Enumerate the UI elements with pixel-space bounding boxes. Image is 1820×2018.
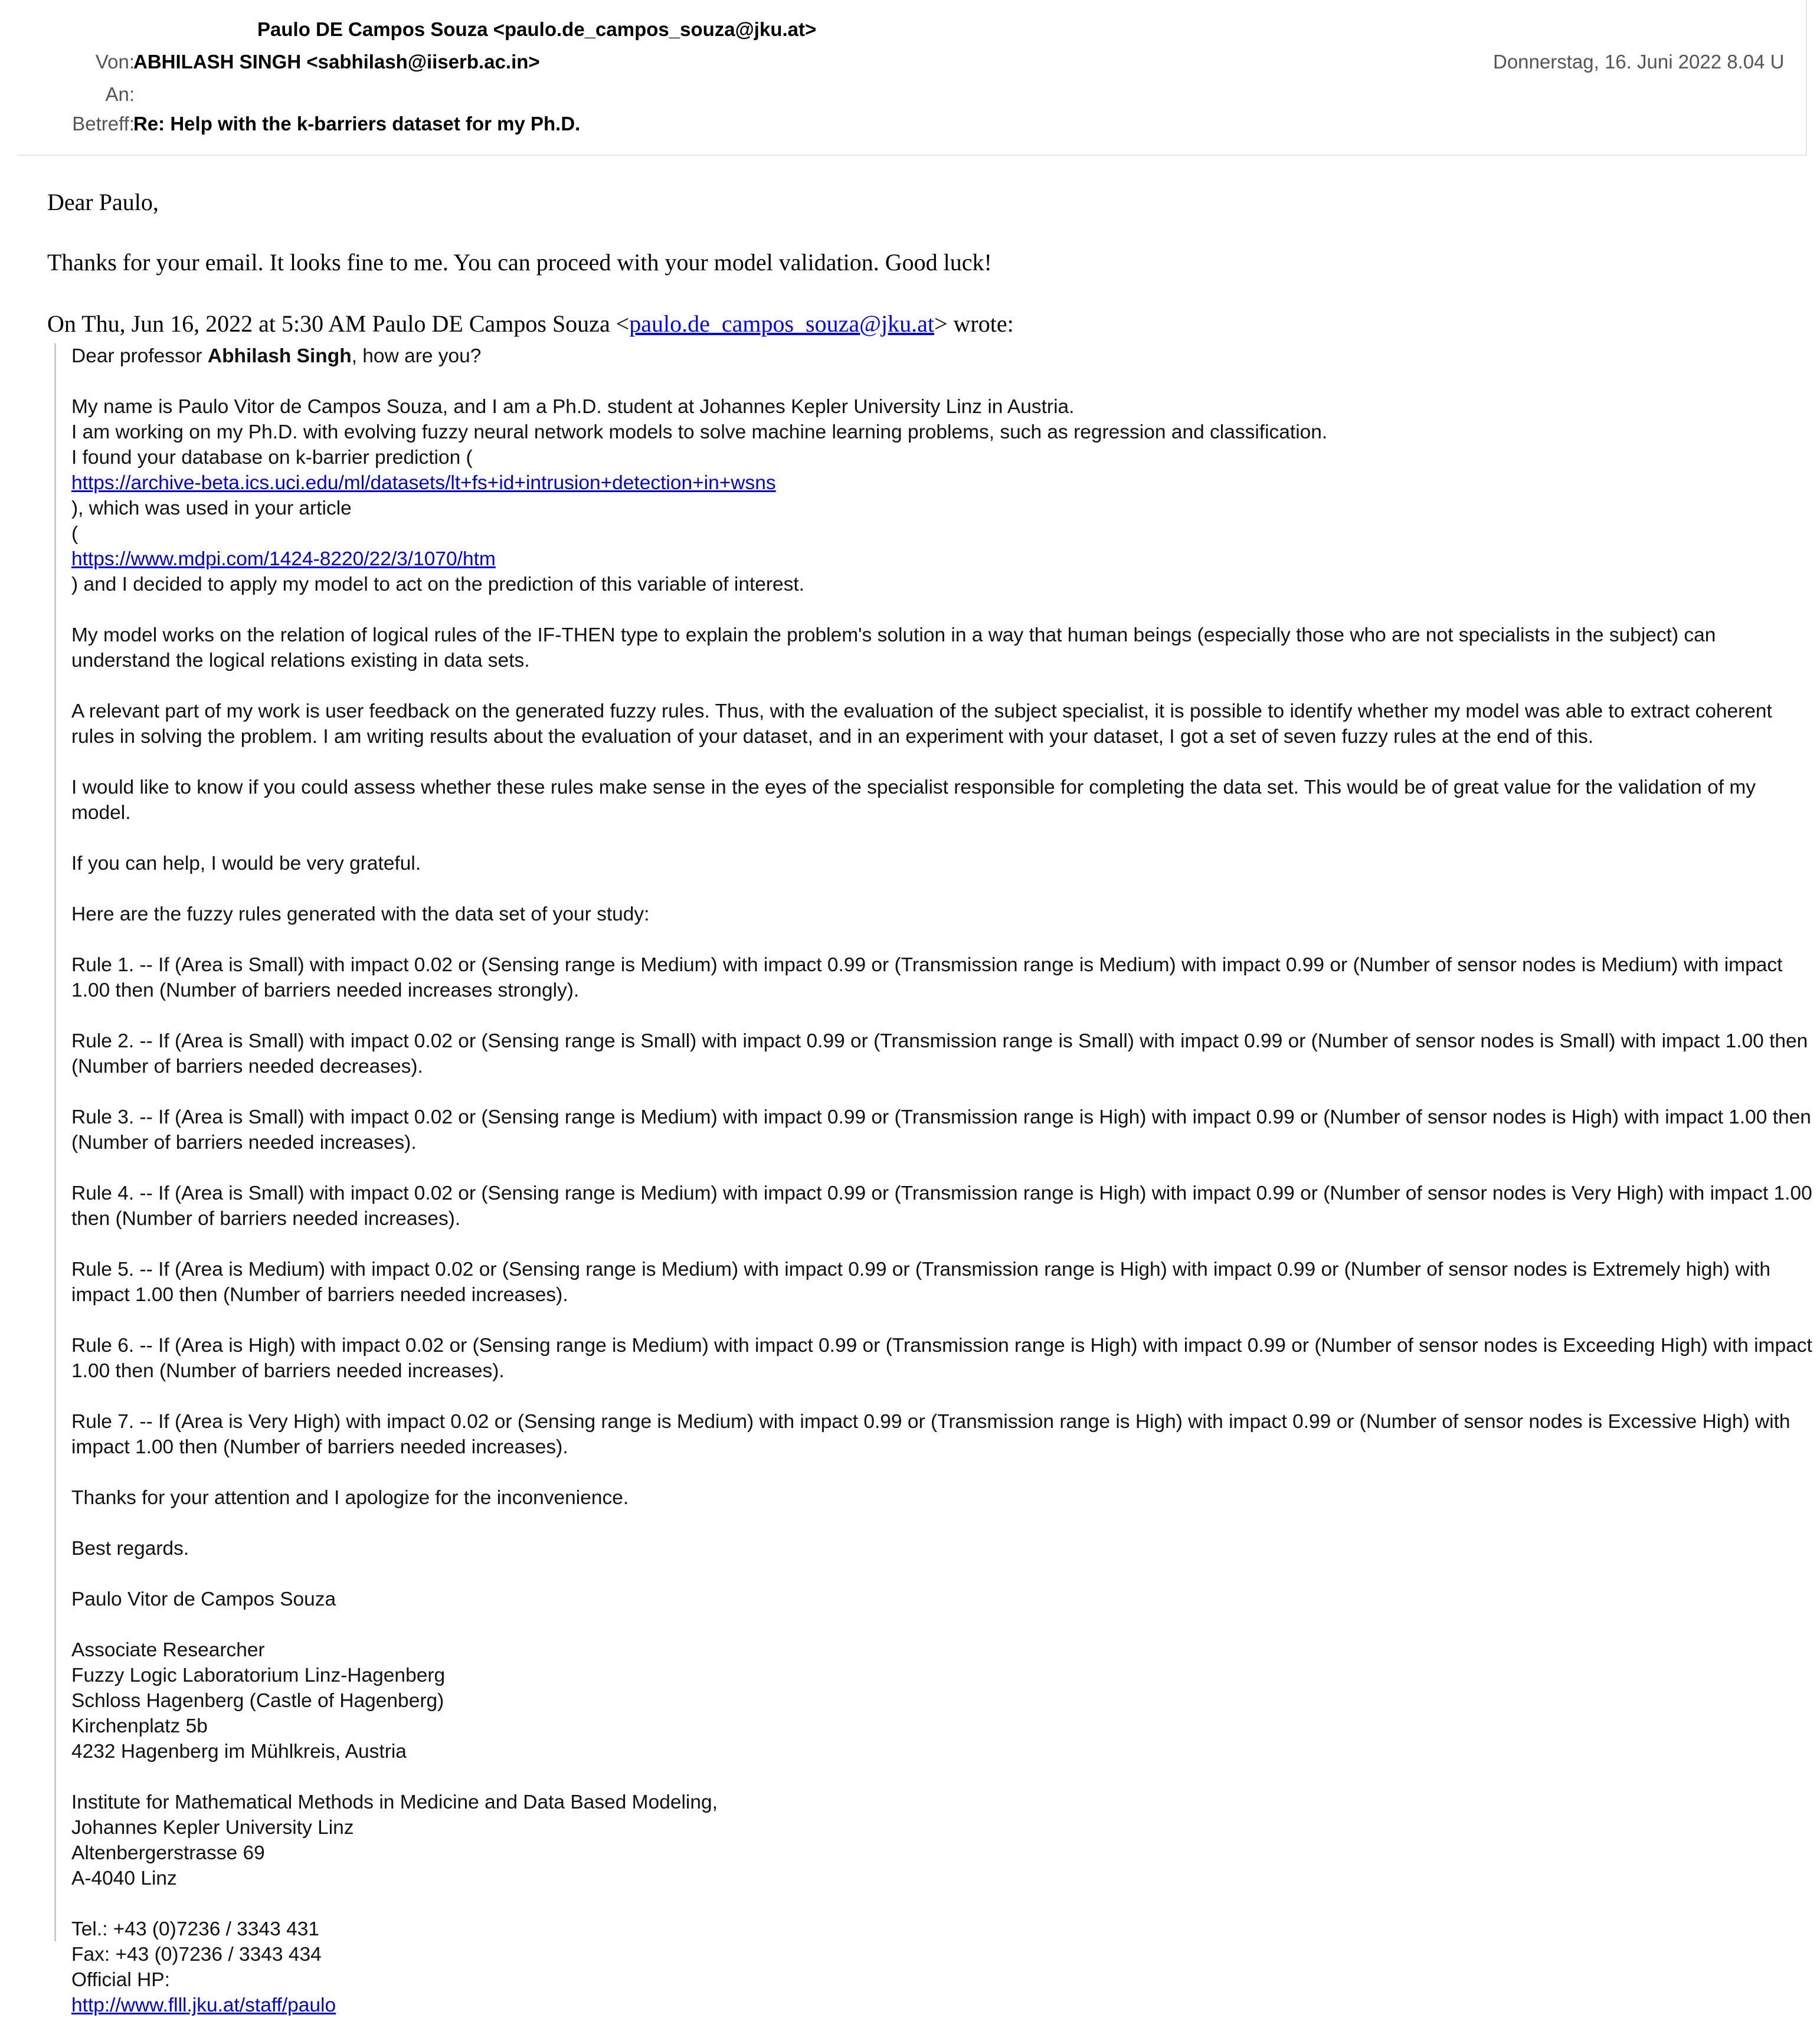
paragraph-rules-intro: Here are the fuzzy rules generated with the data set of your study: bbox=[71, 903, 650, 925]
dataset-link[interactable]: https://archive-beta.ics.uci.edu/ml/datasets/lt+fs+id+intrusion+detection+in+wsns bbox=[71, 472, 776, 494]
sig-line: Johannes Kepler University Linz bbox=[71, 1817, 354, 1839]
sig-line: Associate Researcher bbox=[71, 1639, 265, 1661]
to-row bbox=[18, 12, 1806, 47]
attribution-suffix: > wrote: bbox=[934, 310, 1014, 337]
paragraph-help: If you can help, I would be very grateful. bbox=[71, 853, 421, 874]
signature-name: Paulo Vitor de Campos Souza bbox=[71, 1588, 336, 1610]
from-row bbox=[18, 44, 1806, 80]
from-value[interactable]: ABHILASH SINGH <sabhilash@iiserb.ac.in> bbox=[133, 51, 540, 73]
intro-line-4-prefix: ( bbox=[71, 523, 78, 545]
intro-line-2: I am working on my Ph.D. with evolving fuzzy neural network models to solve machine learning problems, such as regression and classification. bbox=[71, 421, 1328, 443]
subject-row bbox=[18, 106, 1806, 142]
intro-line-3-prefix: I found your database on k-barrier prediction ( bbox=[71, 447, 473, 469]
rule-7: Rule 7. -- If (Area is Very High) with impact 0.02 or (Sensing range is Medium) with impact 0.99 or (Transmission range is High) with impact 0.99 or (Number of sensor nodes is Excessive High) with impact 1.00 then (Number of barriers needed increases). bbox=[71, 1411, 1790, 1458]
to-value[interactable]: Paulo DE Campos Souza <paulo.de_campos_souza@jku.at> bbox=[257, 18, 817, 40]
paragraph-model: My model works on the relation of logical rules of the IF-THEN type to explain the problem's solution in a way that human beings (especially those who are not specialists in the subject) can understand the logical relations existing in data sets. bbox=[71, 624, 1716, 671]
homepage-label: Official HP: bbox=[71, 1969, 170, 1991]
an-label: An: bbox=[105, 83, 135, 105]
reply-attribution bbox=[47, 309, 1806, 339]
sig-line: Altenbergerstrasse 69 bbox=[71, 1842, 265, 1864]
sig-line: Kirchenplatz 5b bbox=[71, 1715, 208, 1737]
intro-line-3 bbox=[71, 445, 1819, 521]
quote-intro bbox=[71, 394, 1819, 597]
tel-line: Tel.: +43 (0)7236 / 3343 431 bbox=[71, 1918, 319, 1940]
rule-4: Rule 4. -- If (Area is Small) with impact 0.02 or (Sensing range is Medium) with impact 0.99 or (Transmission range is High) with impact 0.99 or (Number of sensor nodes is Very High) with impact 1.00 then (Number of barriers needed increases). bbox=[71, 1182, 1812, 1230]
quote-greeting-prefix: Dear professor bbox=[71, 345, 208, 367]
paragraph-assess: I would like to know if you could assess whether these rules make sense in the eyes of the specialist responsible for completing the data set. This would be of great value for the validation of my model. bbox=[71, 777, 1756, 824]
intro-line-4-suffix: ) and I decided to apply my model to act on the prediction of this variable of interest. bbox=[71, 574, 805, 595]
from-label: Von: bbox=[95, 51, 135, 73]
signature-block-lab bbox=[71, 1637, 1819, 1764]
rule-1: Rule 1. -- If (Area is Small) with impact 0.02 or (Sensing range is Medium) with impact 0.99 or (Transmission range is Medium) with impact 0.99 or (Number of sensor nodes is Medium) with impact 1.00 then (Number of barriers needed increases strongly). bbox=[71, 954, 1783, 1001]
signature-contact bbox=[71, 1917, 1819, 2018]
quote-greeting-name: Abhilash Singh bbox=[207, 345, 352, 367]
article-link[interactable]: https://www.mdpi.com/1424-8220/22/3/1070/htm bbox=[71, 548, 496, 570]
attribution-email-link[interactable]: paulo.de_campos_souza@jku.at bbox=[629, 310, 934, 337]
homepage-link[interactable]: http://www.flll.jku.at/staff/paulo bbox=[71, 1994, 336, 2016]
rule-6: Rule 6. -- If (Area is High) with impact 0.02 or (Sensing range is Medium) with impact 0.99 or (Transmission range is High) with impact 0.99 or (Number of sensor nodes is Exceeding High) with impact 1.00 then (Number of barriers needed increases). bbox=[71, 1335, 1812, 1382]
fax-line: Fax: +43 (0)7236 / 3343 434 bbox=[71, 1944, 322, 1965]
paragraph-feedback: A relevant part of my work is user feedback on the generated fuzzy rules. Thus, with the evaluation of the subject specialist, it is possible to identify whether my model was able to extract coherent rules in solving the problem. I am writing results about the evaluation of your dataset, and in an experiment with your dataset, I got a set of seven fuzzy rules at the end of this. bbox=[71, 700, 1772, 748]
signature-block-institute bbox=[71, 1790, 1819, 1891]
paragraph-thanks: Thanks for your attention and I apologize for the inconvenience. bbox=[71, 1487, 629, 1509]
sent-date: Donnerstag, 16. Juni 2022 8.04 U bbox=[1493, 51, 1785, 73]
email-header bbox=[18, 0, 1807, 156]
sig-line: Schloss Hagenberg (Castle of Hagenberg) bbox=[71, 1690, 444, 1712]
sig-line: A-4040 Linz bbox=[71, 1868, 177, 1889]
rule-2: Rule 2. -- If (Area is Small) with impact 0.02 or (Sensing range is Small) with impact 0.99 or (Transmission range is Small) with impact 0.99 or (Number of sensor nodes is Small) with impact 1.00 then (Number of barriers needed decreases). bbox=[71, 1030, 1808, 1077]
intro-line-1: My name is Paulo Vitor de Campos Souza, and I am a Ph.D. student at Johannes Kepler University Linz in Austria. bbox=[71, 396, 1075, 418]
homepage-line bbox=[71, 1967, 1819, 2018]
sig-line: 4232 Hagenberg im Mühlkreis, Austria bbox=[71, 1741, 407, 1763]
sig-line: Fuzzy Logic Laboratorium Linz-Hagenberg bbox=[71, 1665, 446, 1686]
quote-greeting-suffix: , how are you? bbox=[351, 345, 482, 367]
subject-label: Betreff: bbox=[72, 113, 135, 135]
quoted-message bbox=[54, 343, 1819, 2016]
sig-line: Institute for Mathematical Methods in Medicine and Data Based Modeling, bbox=[71, 1791, 718, 1813]
subject-value: Re: Help with the k-barriers dataset for my Ph.D. bbox=[133, 113, 581, 135]
intro-line-4 bbox=[71, 521, 1819, 597]
closing: Best regards. bbox=[71, 1538, 189, 1560]
reply-greeting: Dear Paulo, bbox=[47, 189, 159, 215]
rule-3: Rule 3. -- If (Area is Small) with impact 0.02 or (Sensing range is Medium) with impact 0.99 or (Transmission range is High) with impact 0.99 or (Number of sensor nodes is High) with impact 1.00 then (Number of barriers needed increases). bbox=[71, 1106, 1811, 1154]
reply-body: Thanks for your email. It looks fine to me. You can proceed with your model validation. Good luck! bbox=[47, 249, 992, 276]
quote-greeting bbox=[71, 343, 1819, 369]
attribution-prefix: On Thu, Jun 16, 2022 at 5:30 AM Paulo DE Campos Souza < bbox=[47, 310, 630, 337]
intro-line-3-suffix: ), which was used in your article bbox=[71, 497, 352, 519]
rule-5: Rule 5. -- If (Area is Medium) with impact 0.02 or (Sensing range is Medium) with impact 0.99 or (Transmission range is High) with impact 0.99 or (Number of sensor nodes is Extremely high) with impact 1.00 then (Number of barriers needed increases). bbox=[71, 1259, 1770, 1306]
